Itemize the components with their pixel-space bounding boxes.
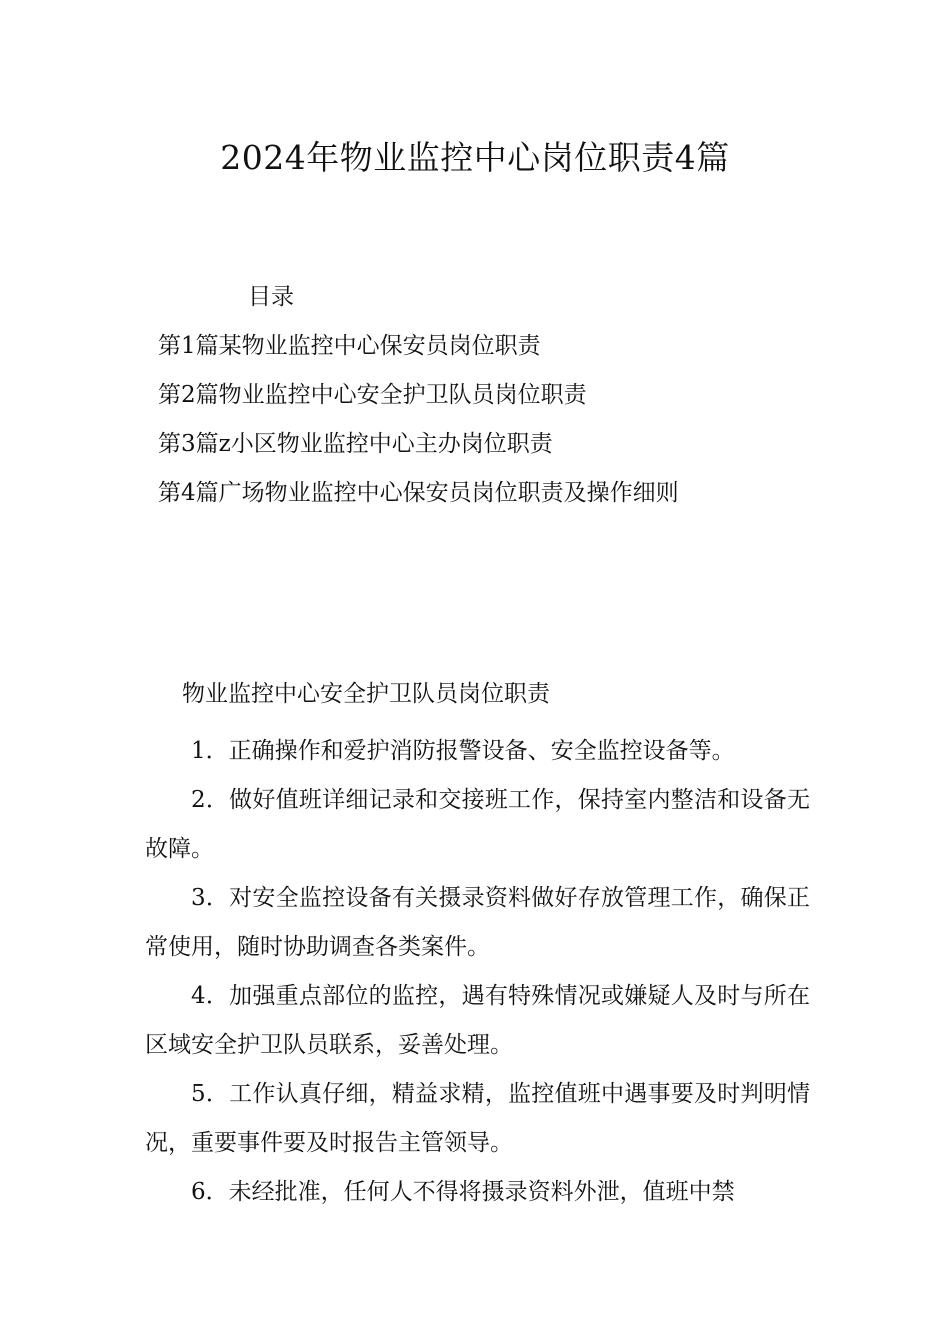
duty-paragraph-6: 6．未经批准，任何人不得将摄录资料外泄，值班中禁 (191, 1179, 735, 1205)
duty-paragraph-4: 4．加强重点部位的监控，遇有特殊情况或嫌疑人及时与所在区域安全护卫队员联系，妥善处理。 (145, 983, 810, 1058)
section-title: 物业监控中心安全护卫队员岗位职责 (182, 681, 550, 707)
toc-item-3: 第3篇z小区物业监控中心主办岗位职责 (158, 431, 553, 457)
duty-paragraph-5: 5．工作认真仔细，精益求精，监控值班中遇事要及时判明情况，重要事件要及时报告主管领导。 (145, 1081, 810, 1156)
duty-paragraph-1: 1．正确操作和爱护消防报警设备、安全监控设备等。 (191, 738, 735, 764)
duty-paragraph-2: 2．做好值班详细记录和交接班工作，保持室内整洁和设备无故障。 (145, 787, 810, 862)
document-title: 2024年物业监控中心岗位职责4篇 (220, 138, 730, 177)
toc-item-4: 第4篇广场物业监控中心保安员岗位职责及操作细则 (158, 480, 679, 506)
duty-paragraph-3: 3．对安全监控设备有关摄录资料做好存放管理工作，确保正常使用，随时协助调查各类案件。 (145, 885, 810, 960)
section-body (145, 727, 810, 1217)
toc-heading: 目录 (248, 284, 294, 310)
toc-item-1: 第1篇某物业监控中心保安员岗位职责 (158, 333, 541, 359)
table-of-contents (158, 330, 679, 526)
toc-item-2: 第2篇物业监控中心安全护卫队员岗位职责 (158, 382, 587, 408)
